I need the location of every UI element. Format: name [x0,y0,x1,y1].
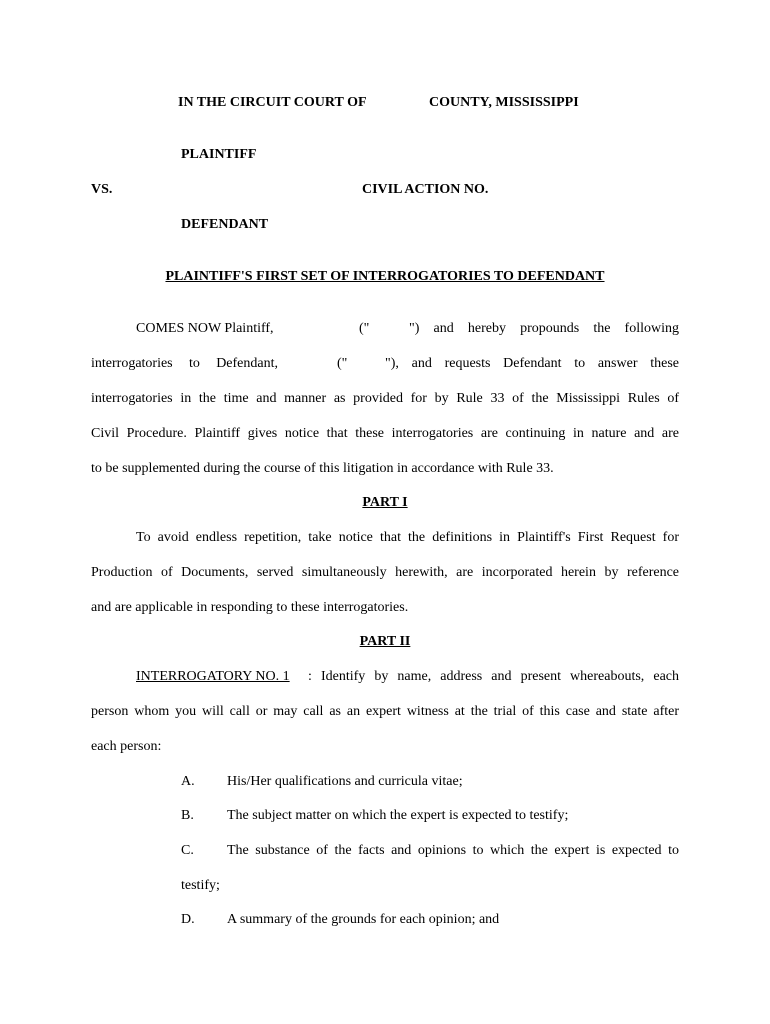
intro-line-1c: ") and hereby propounds the following [409,321,679,336]
intro-line-1b: (" [359,321,370,336]
interrogatory-1-line-1: : Identify by name, address and present whereabouts, each [308,669,679,684]
vs-label: VS. [91,182,113,197]
intro-line-4: Civil Procedure. Plaintiff gives notice that these interrogatories are continuing in nature and are [91,426,679,441]
court-prefix: IN THE CIRCUIT COURT OF [178,95,367,110]
plaintiff-label: PLAINTIFF [181,147,257,162]
intro-line-5: to be supplemented during the course of this litigation in accordance with Rule 33. [91,461,554,476]
list-item-letter: A. [181,774,195,789]
civil-action-label: CIVIL ACTION NO. [362,182,489,197]
intro-line-3: interrogatories in the time and manner as provided for by Rule 33 of the Mississippi Rules of [91,391,679,406]
intro-line-2a: interrogatories to Defendant, [91,356,278,371]
interrogatory-1-line-3: each person: [91,739,162,754]
list-item-letter: C. [181,843,194,858]
list-item-text: His/Her qualifications and curricula vitae; [227,774,463,789]
list-item-letter: B. [181,808,194,823]
intro-line-2c: "), and requests Defendant to answer these [385,356,679,371]
court-suffix: COUNTY, MISSISSIPPI [429,95,579,110]
list-item-letter: D. [181,912,195,927]
interrogatory-1-line-2: person whom you will call or may call as an expert witness at the trial of this case and state after [91,704,679,719]
list-item-text: A summary of the grounds for each opinion; and [227,912,500,927]
interrogatory-1-label: INTERROGATORY NO. 1 [136,669,290,684]
defendant-label: DEFENDANT [181,217,269,232]
intro-line-1a: COMES NOW Plaintiff, [136,321,274,336]
list-item-text: The substance of the facts and opinions to which the expert is expected to [227,843,679,858]
list-item-continuation: testify; [181,878,220,893]
part-1-line-2: Production of Documents, served simultaneously herewith, are incorporated herein by reference [91,565,679,580]
part-1-line-1: To avoid endless repetition, take notice that the definitions in Plaintiff's First Request for [136,530,679,545]
part-1-line-3: and are applicable in responding to these interrogatories. [91,600,409,615]
part-1-heading: PART I [362,495,408,510]
intro-line-2b: (" [337,356,348,371]
document-title: PLAINTIFF'S FIRST SET OF INTERROGATORIES TO DEFENDANT [165,269,605,284]
list-item-text: The subject matter on which the expert is expected to testify; [227,808,569,823]
part-2-heading: PART II [359,634,411,649]
